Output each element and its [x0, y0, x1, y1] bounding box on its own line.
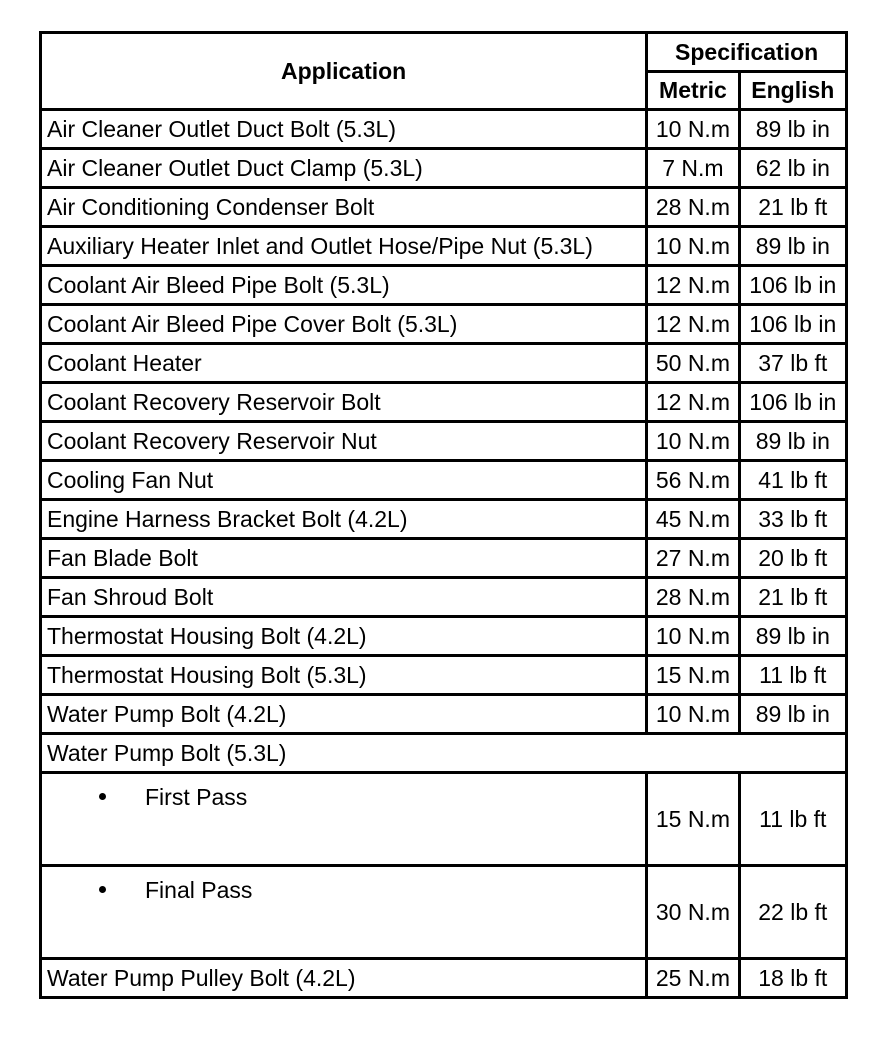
metric-cell: 27 N.m: [647, 539, 739, 578]
application-cell: Air Cleaner Outlet Duct Bolt (5.3L): [41, 110, 647, 149]
english-cell: 22 lb ft: [739, 866, 846, 959]
metric-cell: 28 N.m: [647, 578, 739, 617]
table-row: [41, 656, 847, 695]
application-header: Application: [41, 33, 647, 110]
table-row: [41, 695, 847, 734]
table-row: [41, 461, 847, 500]
english-cell: 62 lb in: [739, 149, 846, 188]
metric-cell: 45 N.m: [647, 500, 739, 539]
group-row: [41, 734, 847, 773]
application-cell: Auxiliary Heater Inlet and Outlet Hose/Pipe Nut (5.3L): [41, 227, 647, 266]
table-row: [41, 617, 847, 656]
table-row: [41, 539, 847, 578]
metric-cell: 56 N.m: [647, 461, 739, 500]
application-cell: Coolant Air Bleed Pipe Bolt (5.3L): [41, 266, 647, 305]
metric-cell: 15 N.m: [647, 656, 739, 695]
metric-cell: 7 N.m: [647, 149, 739, 188]
english-cell: 106 lb in: [739, 266, 846, 305]
table-row: [41, 383, 847, 422]
metric-cell: 15 N.m: [647, 773, 739, 866]
bullet-icon: [99, 793, 106, 800]
table-row: [41, 959, 847, 998]
table-row: [41, 149, 847, 188]
pass-label: Final Pass: [145, 877, 253, 903]
application-cell: Fan Blade Bolt: [41, 539, 647, 578]
english-cell: 89 lb in: [739, 110, 846, 149]
metric-cell: 25 N.m: [647, 959, 739, 998]
application-cell: Fan Shroud Bolt: [41, 578, 647, 617]
english-header: English: [739, 72, 846, 110]
application-cell: Water Pump Bolt (4.2L): [41, 695, 647, 734]
specification-header: Specification: [647, 33, 847, 72]
application-cell: Cooling Fan Nut: [41, 461, 647, 500]
metric-cell: 12 N.m: [647, 305, 739, 344]
table-row: [41, 344, 847, 383]
table-row: [41, 227, 847, 266]
table-row: [41, 422, 847, 461]
english-cell: 21 lb ft: [739, 578, 846, 617]
pass-row: [41, 773, 847, 866]
application-cell: Engine Harness Bracket Bolt (4.2L): [41, 500, 647, 539]
english-cell: 89 lb in: [739, 695, 846, 734]
metric-cell: 28 N.m: [647, 188, 739, 227]
header-row-top: [41, 33, 847, 72]
english-cell: 89 lb in: [739, 227, 846, 266]
application-cell: Air Conditioning Condenser Bolt: [41, 188, 647, 227]
english-cell: 21 lb ft: [739, 188, 846, 227]
group-application-cell: Water Pump Bolt (5.3L): [41, 734, 847, 773]
english-cell: 37 lb ft: [739, 344, 846, 383]
application-cell: Coolant Heater: [41, 344, 647, 383]
application-cell: Coolant Air Bleed Pipe Cover Bolt (5.3L): [41, 305, 647, 344]
application-cell: Coolant Recovery Reservoir Bolt: [41, 383, 647, 422]
bullet-icon: [99, 886, 106, 893]
english-cell: 89 lb in: [739, 617, 846, 656]
metric-cell: 10 N.m: [647, 110, 739, 149]
application-cell: Water Pump Pulley Bolt (4.2L): [41, 959, 647, 998]
english-cell: 106 lb in: [739, 383, 846, 422]
pass-label: First Pass: [145, 784, 248, 810]
english-cell: 89 lb in: [739, 422, 846, 461]
english-cell: 41 lb ft: [739, 461, 846, 500]
metric-cell: 50 N.m: [647, 344, 739, 383]
metric-cell: 30 N.m: [647, 866, 739, 959]
english-cell: 33 lb ft: [739, 500, 846, 539]
metric-header: Metric: [647, 72, 739, 110]
english-cell: 20 lb ft: [739, 539, 846, 578]
torque-spec-table: [39, 31, 848, 999]
table-row: [41, 266, 847, 305]
table-row: [41, 305, 847, 344]
table-row: [41, 500, 847, 539]
metric-cell: 12 N.m: [647, 266, 739, 305]
table-row: [41, 578, 847, 617]
metric-cell: 10 N.m: [647, 617, 739, 656]
english-cell: 11 lb ft: [739, 773, 846, 866]
english-cell: 11 lb ft: [739, 656, 846, 695]
pass-cell: [41, 773, 647, 866]
metric-cell: 10 N.m: [647, 695, 739, 734]
metric-cell: 10 N.m: [647, 227, 739, 266]
metric-cell: 10 N.m: [647, 422, 739, 461]
metric-cell: 12 N.m: [647, 383, 739, 422]
application-cell: Coolant Recovery Reservoir Nut: [41, 422, 647, 461]
table-row: [41, 188, 847, 227]
english-cell: 18 lb ft: [739, 959, 846, 998]
table-row: [41, 110, 847, 149]
application-cell: Thermostat Housing Bolt (4.2L): [41, 617, 647, 656]
pass-row: [41, 866, 847, 959]
application-cell: Air Cleaner Outlet Duct Clamp (5.3L): [41, 149, 647, 188]
pass-cell: [41, 866, 647, 959]
application-cell: Thermostat Housing Bolt (5.3L): [41, 656, 647, 695]
english-cell: 106 lb in: [739, 305, 846, 344]
